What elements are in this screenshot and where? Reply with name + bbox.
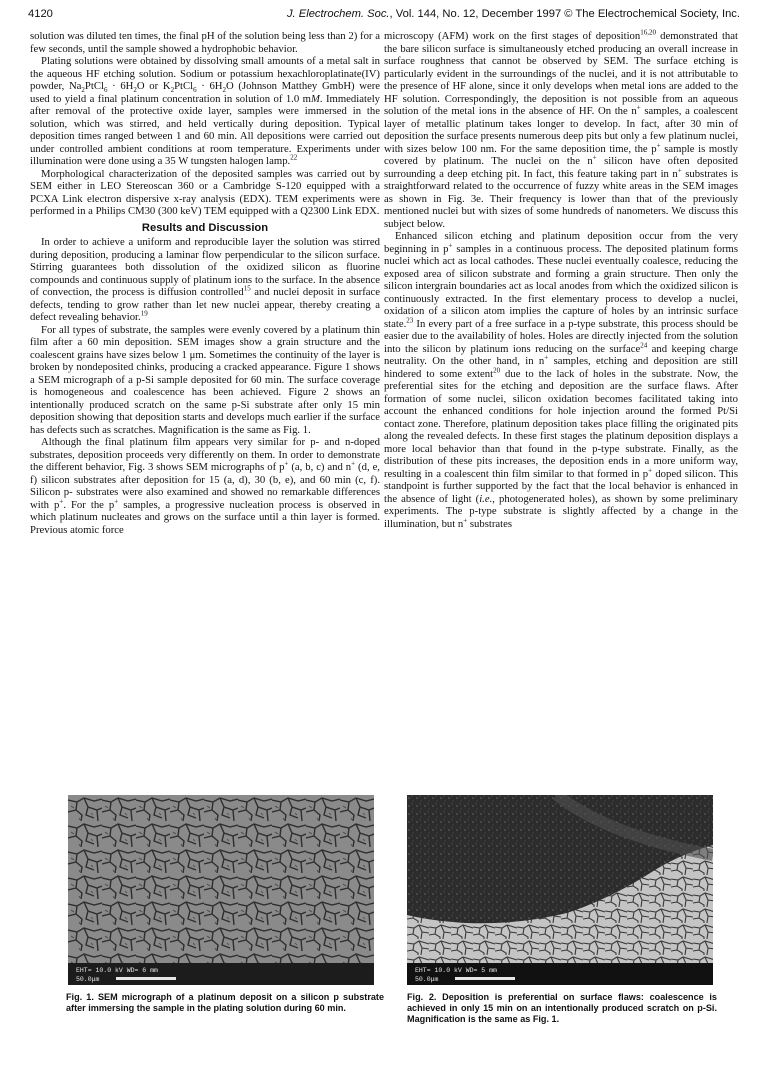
paragraph: Enhanced silicon etching and platinum deposition occur from the very beginning in p+ samples in a continuous process. The deposited platinum forms nuclei which act as local cathodes. These nuclei eventually coalesce, reducing the exposed area of silicon substrate and forming a grain structure. Then only the silicon intergrain boundaries act as local anodes from which the oxidized silicon is continuously extracted. In the first elementary process to develop a nuclei, oxidation of a silicon atom implies the capture of holes by an intrinsic surface state.$^{23}$ In every part of a free surface in a p-type substrate, this process should be easier due to the availability of holes. Holes are directly injected from the solution into the silicon by platinum ions reducing on the surface$^{24}$ and keeping charge neutrality. On the other hand, in n+ samples, etching and deposition are still hindered to some extent$^{20}$ due to the lack of holes in the substrate. Now, the preferential sites for the etching and deposition are the surface flaws. After formation of some nuclei, silicon oxidation becomes facilitated taking into account the enhanced conditions for hole injection around the formed Pt/Si contact zone. Therefore, platinum deposition takes place filling the originated pits along the revealed defects. In these first stages the platinum deposition displays a more local behavior than that found in the p-type substrate. Finally, as the distribution of these pits increases, the deposition ends in a more uniform way, resulting in a coalescent thin film similar to that formed in p+ doped silicon. This standpoint is further supported by the fact that the local behavior is enhanced in the absence of light (i.e., photogenerated holes), as shown by some preliminary experiments. The p-type substrate is slightly affected by a change in the illumination, but n+ substrates (384, 230, 739, 530)
fig2-scale-bar (455, 977, 515, 980)
paragraph: solution was diluted ten times, the final pH of the solution being less than 2) for a few seconds, until the sample showed a hydrophobic behavior. (30, 30, 380, 55)
figure-1-caption (66, 992, 384, 1014)
figure-1-micrograph (68, 795, 374, 985)
journal-issue: , Vol. 144, No. 12, December 1997 © The Electrochemical Society, Inc. (389, 8, 740, 20)
page-header (28, 8, 740, 26)
paragraph: For all types of substrate, the samples were evenly covered by a platinum thin film after a 60 min deposition. SEM images show a grain structure and the coalescent grains have sizes below 1 μm. Sometimes the continuity of the layer is broken by nondeposited chinks, producing a cracked appearance. Figure 1 shows a SEM micrograph of a p-Si sample deposited for 60 min. The surface coverage is homogeneous and coalescence has been achieved. Figure 2 shows an intentionally produced scratch on the same p-Si substrate after only 15 min deposition showing that deposition starts and develops much earlier if the surface has defects such as scratches. Magnification is the same as Fig. 1. (30, 323, 380, 436)
journal-name: J. Electrochem. Soc. (286, 8, 390, 20)
figure-1-caption-text: Fig. 1. SEM micrograph of a platinum deposit on a silicon p substrate after immersing the sample in the plating solution during 60 min. (66, 992, 384, 1013)
figure-2-caption (407, 992, 717, 1025)
paragraph: Morphological characterization of the deposited samples was carried out by SEM either in LEO Stereoscan 360 or a Cambridge S-120 equipped with a PCXA Link electron dispersive x-ray analysis (EDX). TEM experiments were performed in a Philips CM30 (300 keV) TEM equipped with a Q2300 Link EDX. (30, 167, 380, 217)
journal-citation (287, 8, 740, 20)
paragraph: Although the final platinum film appears very similar for p- and n-doped substrates, deposition proceeds very differently on them. In order to demonstrate the different behavior, Fig. 3 shows SEM micrographs of p+ (a, b, c) and n+ (d, e, f) silicon substrates after deposition for 15 (a, d), 30 (b, e), and 60 min (c, f). Silicon p- substrates were also examined and showed no remarkable differences with p+. For the p+ samples, a progressive nucleation process is observed in which platinum nucleates and grows on the surface until a thin layer is formed. Previous atomic force (30, 436, 380, 536)
page-number: 4120 (28, 8, 53, 20)
fig1-scale-text: EHT= 10.0 kV WD= 6 mm (76, 967, 158, 974)
left-column (30, 30, 380, 536)
right-column (384, 30, 738, 530)
paragraph: microscopy (AFM) work on the first stages of deposition$^{16,20}$ demonstrated that the bare silicon surface is simultaneously etched producing an overall increase in surface roughness that cannot be observed by SEM. The surface etching is particularly evident in the surroundings of the nuclei, and it is not attributable to the presence of HF alone, since it only develops when metal ions are added to the HF solution. Correspondingly, the deposition is not possible from an aqueous solution of the metal ions in the absence of HF. On the n+ samples, a coalescent layer of metallic platinum takes longer to develop. In fact, after 30 min of deposition the surface presents numerous deep pits but only a few platinum nuclei, with sizes below 100 nm. For the same deposition time, the p+ sample is mostly covered by platinum. The nuclei on the n+ silicon have often deposited surrounding a deep etching pit. In fact, this feature taking part in n+ substrates is straightforward related to the occurrence of fuzzy white areas in the SEM images as shown in Fig. 3e. Their frequency is lower than that of the previously mentioned nuclei but with sizes of some hundreds of nanometers. We discuss this subject below. (384, 28, 739, 230)
figure-2-caption-text: Fig. 2. Deposition is preferential on surface flaws: coalescence is achieved in only 15 min on an intentionally produced scratch on p-Si. Magnification is the same as Fig. 1. (407, 992, 717, 1024)
fig1-scale-length: 50.0μm (76, 976, 100, 983)
fig1-scale-bar (116, 977, 176, 980)
fig2-scale-text: EHT= 10.0 kV WD= 5 mm (415, 967, 497, 974)
section-heading: Results and Discussion (141, 221, 269, 234)
paragraph: In order to achieve a uniform and reproducible layer the solution was stirred during deposition, producing a laminar flow perpendicular to the silicon surface. Stirring guarantees both dissolution of the oxidized silicon as fluorine compounds and continuous supply of platinum ions to the surface. In the absence of convection, the process is diffusion controlled$^{15}$ and nuclei deposit in surface defects, tending to grow rather than let new nuclei appear, thereby creating a defect revealing behavior.$^{19}$ (30, 236, 380, 323)
fig2-scale-length: 50.0μm (415, 976, 439, 983)
paragraph: Plating solutions were obtained by dissolving small amounts of a metal salt in the aqueous HF etching solution. Sodium or potassium hexachloroplatinate(IV) powder, $Na_2PtCl_6 \cdot 6H_2O$ or $K_2PtCl_6 \cdot 6H_2O$ (Johnson Matthey GmbH) were used to yield a final platinum concentration in solution of 1.0 mM. Immediately after removal of the protective oxide layer, samples were immersed in the solution, which was stirred, and held vertically during deposition. Typical deposition times ranged between 1 and 60 min. All depositions were carried out under controlled ambient conditions at room temperature. Experiments under illumination were done using a 35 W tungsten halogen lamp.$^{22}$ (30, 55, 381, 167)
figure-2-micrograph (407, 795, 713, 985)
